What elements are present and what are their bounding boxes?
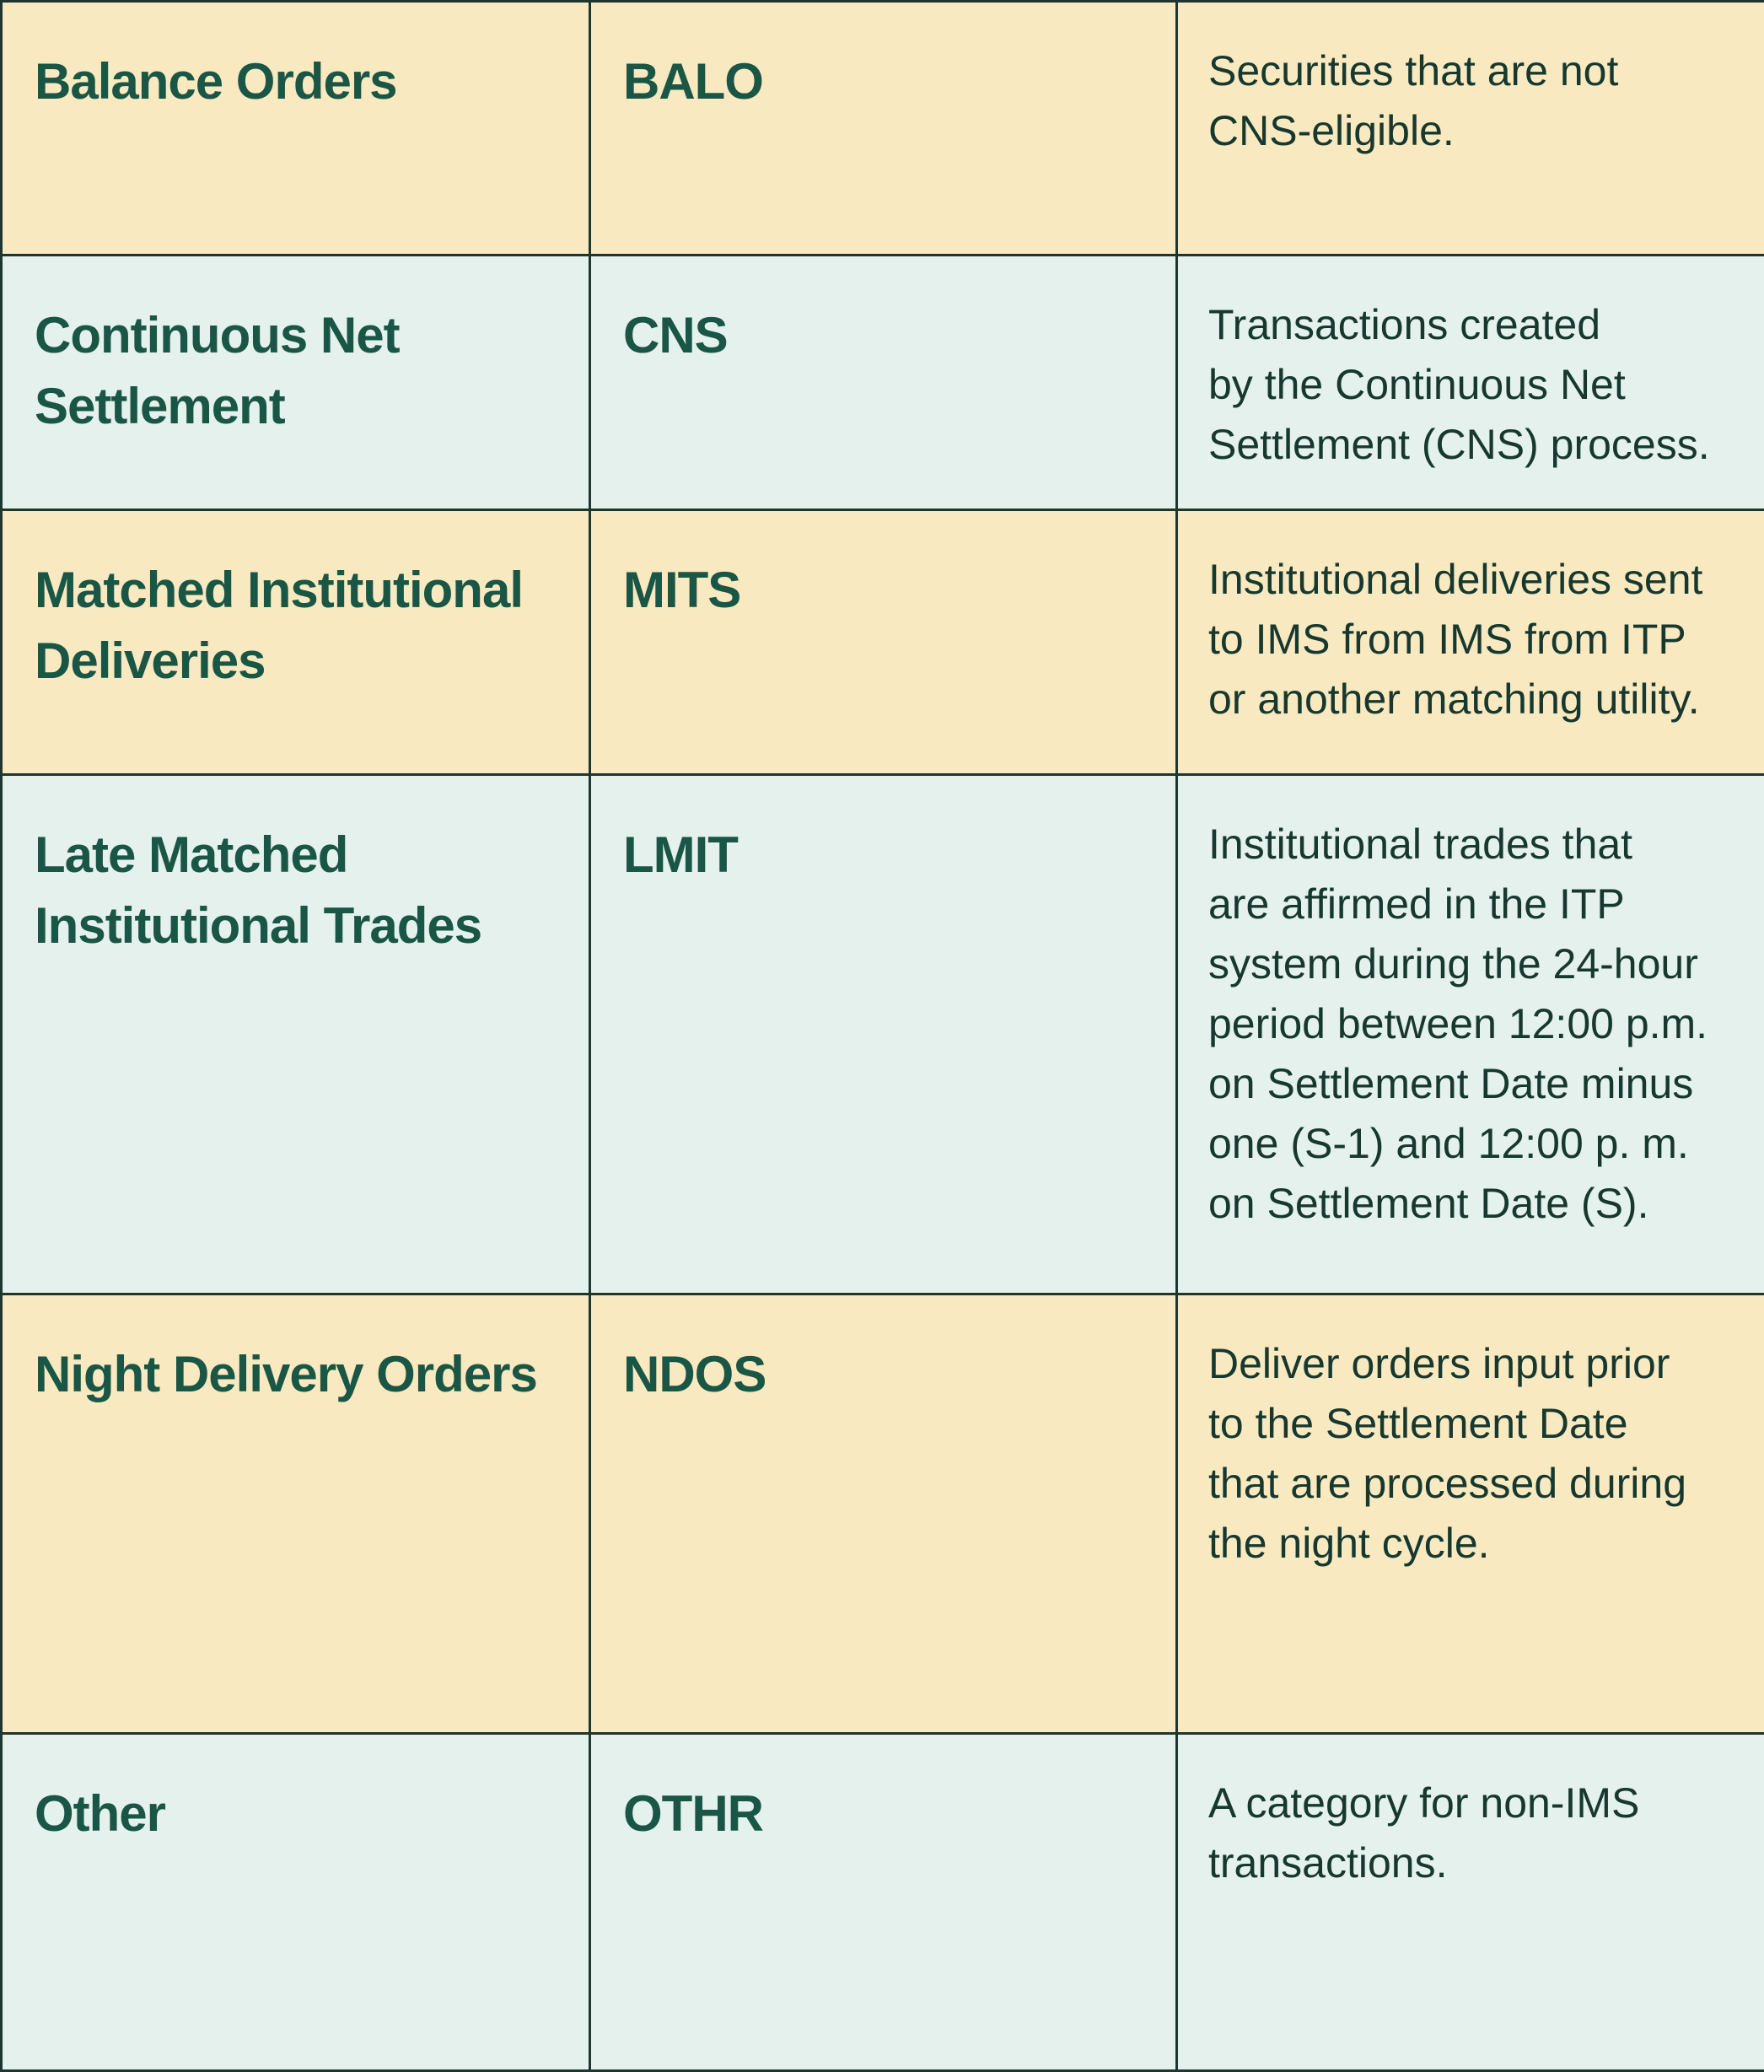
category-name-cell (2, 510, 590, 775)
table-row (2, 256, 1764, 510)
category-description-cell (1177, 1734, 1764, 2071)
category-code-cell (590, 775, 1177, 1294)
category-name: Other (3, 1735, 589, 1849)
category-code: NDOS (591, 1295, 1175, 1410)
category-name-cell (2, 256, 590, 510)
category-description: Transactions created by the Continuous Net Settlement (CNS) process. (1178, 256, 1764, 475)
category-code-cell (590, 256, 1177, 510)
category-description: Institutional trades that are affirmed in the ITP system during the 24-hour period between 12:00 p.m. on Settlement Date minus one (S-1) and 12:00 p. m. on Settlement Date (S). (1178, 776, 1764, 1234)
category-name-cell (2, 1734, 590, 2071)
category-description-cell (1177, 1294, 1764, 1734)
category-description: Institutional deliveries sent to IMS from IMS from ITP or another matching utility. (1178, 511, 1764, 729)
category-code: CNS (591, 256, 1175, 371)
category-name: Matched Institutional Deliveries (3, 511, 589, 697)
category-code: MITS (591, 511, 1175, 626)
category-code: LMIT (591, 776, 1175, 891)
category-code: BALO (591, 3, 1175, 117)
category-code-cell (590, 1734, 1177, 2071)
category-description: A category for non-IMS transactions. (1178, 1735, 1764, 1893)
table-row (2, 1734, 1764, 2071)
category-description-cell (1177, 256, 1764, 510)
category-code: OTHR (591, 1735, 1175, 1849)
category-name-cell (2, 1294, 590, 1734)
table-row (2, 510, 1764, 775)
category-code-cell (590, 510, 1177, 775)
category-description-cell (1177, 2, 1764, 256)
table-row (2, 2, 1764, 256)
category-description: Deliver orders input prior to the Settlement Date that are processed during the night cycle. (1178, 1295, 1764, 1574)
category-name-cell (2, 2, 590, 256)
category-name-cell (2, 775, 590, 1294)
category-code-cell (590, 2, 1177, 256)
table-row (2, 775, 1764, 1294)
category-description-cell (1177, 775, 1764, 1294)
table-row (2, 1294, 1764, 1734)
category-name: Night Delivery Orders (3, 1295, 589, 1410)
category-description: Securities that are not CNS-eligible. (1178, 3, 1764, 161)
category-code-cell (590, 1294, 1177, 1734)
category-name: Late Matched Institutional Trades (3, 776, 589, 961)
category-name: Continuous Net Settlement (3, 256, 589, 442)
category-description-cell (1177, 510, 1764, 775)
category-name: Balance Orders (3, 3, 589, 117)
